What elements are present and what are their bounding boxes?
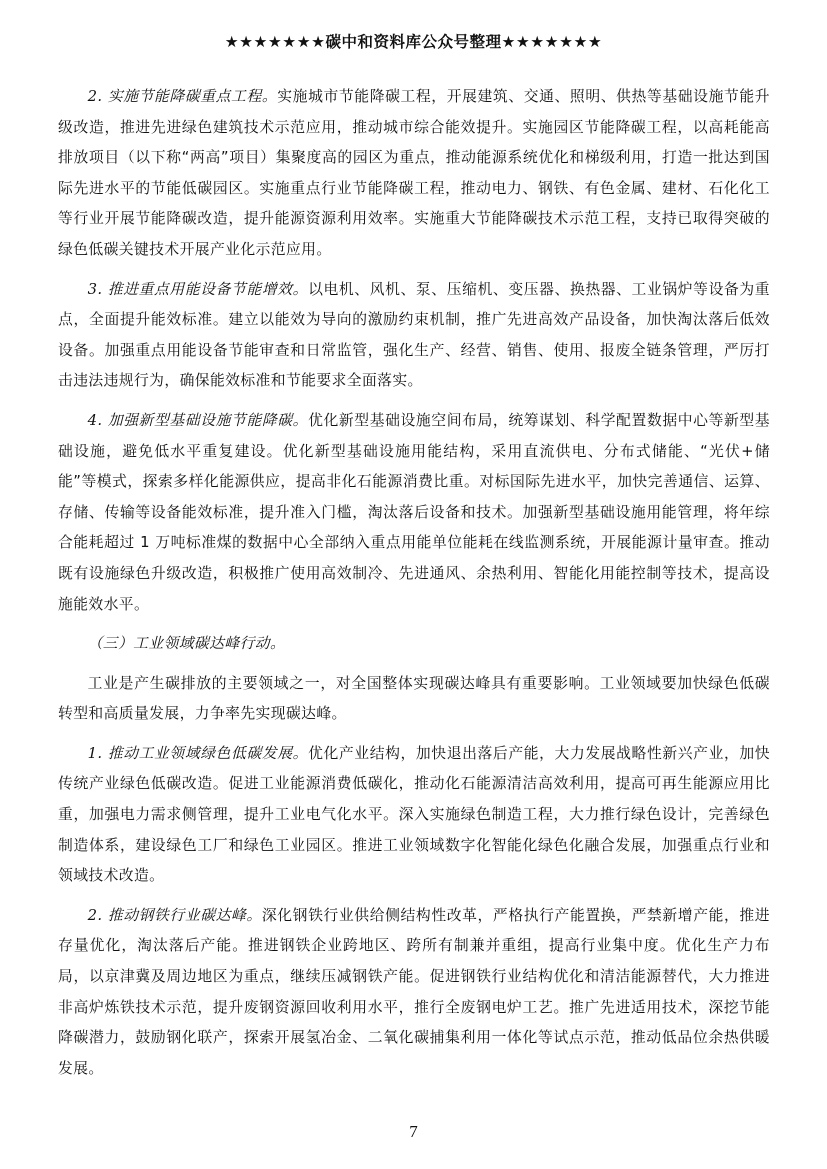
paragraph-industry-intro [58, 669, 770, 730]
paragraph-text: 优化产业结构，加快退出落后产能，大力发展战略性新兴产业，加快传统产业绿色低碳改造。促进工业能源消费低碳化，推动化石能源清洁高效利用，提高可再生能源应用比重，加强电力需求侧管理，提升工业电气化水平。深入实施绿色制造工程，大力推行绿色设计，完善绿色制造体系，建设绿色工厂和绿色工业园区。推进工业领域数字化智能化绿色化融合发展，加强重点行业和领域技术改造。 [58, 744, 770, 885]
paragraph-text: 深化钢铁行业供给侧结构性改革，严格执行产能置换，严禁新增产能，推进存量优化，淘汰落后产能。推进钢铁企业跨地区、跨所有制兼并重组，提高行业集中度。优化生产力布局，以京津冀及周边地区为重点，继续压减钢铁产能。促进钢铁行业结构优化和清洁能源替代，大力推进非高炉炼铁技术示范，提升废钢资源回收利用水平，推行全废钢电炉工艺。推广先进适用技术，深挖节能降碳潜力，鼓励钢化联产，探索开展氢冶金、二氧化碳捕集利用一体化等试点示范，推动低品位余热供暖发展。 [58, 906, 771, 1077]
document-body [58, 82, 770, 1093]
paragraph-text: 优化新型基础设施空间布局，统筹谋划、科学配置数据中心等新型基础设施，避免低水平重复建设。优化新型基础设施用能结构，采用直流供电、分布式储能、“光伏+储能”等模式，探索多样化能源供应，提高非化石能源消费比重。对标国际先进水平，加快完善通信、运算、存储、传输等设备能效标准，提升准入门槛，淘汰落后设备和技术。加强新型基础设施用能管理，将年综合能耗超过 1 万吨标准煤的数据中心全部纳入重点用能单位能耗在线监测系统，开展能源计量审查。推动既有设施绿色升级改造，积极推广使用高效制冷、先进通风、余热利用、智能化用能控制等技术，提高设施能效水平。 [58, 411, 770, 613]
paragraph-heading: 1. 推动工业领域绿色低碳发展。 [87, 744, 309, 762]
paragraph-energy-saving-projects [58, 82, 770, 266]
paragraph-heading: 3. 推进重点用能设备节能增效。 [87, 280, 309, 298]
paragraph-industry-green-development [58, 739, 770, 892]
section-heading-industry [58, 629, 770, 660]
paragraph-text: 实施城市节能降碳工程，开展建筑、交通、照明、供热等基础设施节能升级改造，推进先进绿色建筑技术示范应用，推动城市综合能效提升。实施园区节能降碳工程，以高耗能高排放项目（以下称“两高”项目）集聚度高的园区为重点，推动能源系统优化和梯级利用，打造一批达到国际先进水平的节能低碳园区。实施重点行业节能降碳工程，推动电力、钢铁、有色金属、建材、石化化工等行业开展节能降碳改造，提升能源资源利用效率。实施重大节能降碳技术示范工程，支持已取得突破的绿色低碳关键技术开展产业化示范应用。 [58, 88, 770, 258]
page-header: ★★★★★★★碳中和资料库公众号整理★★★★★★★ [224, 33, 603, 51]
paragraph-text: 以电机、风机、泵、压缩机、变压器、换热器、工业锅炉等设备为重点，全面提升能效标准。建立以能效为导向的激励约束机制，推广先进高效产品设备，加快淘汰落后低效设备。加强重点用能设备节能审查和日常监管，强化生产、经营、销售、使用、报废全链条管理，严厉打击违法违规行为，确保能效标准和节能要求全面落实。 [58, 280, 770, 390]
paragraph-steel-industry [58, 901, 770, 1085]
paragraph-heading: 2. 实施节能降碳重点工程。 [87, 88, 278, 105]
section-heading-text: （三）工业领域碳达峰行动。 [87, 635, 286, 653]
paragraph-text: 工业是产生碳排放的主要领域之一，对全国整体实现碳达峰具有重要影响。工业领域要加快绿色低碳转型和高质量发展，力争率先实现碳达峰。 [58, 674, 770, 723]
page-number: 7 [409, 1122, 418, 1141]
paragraph-heading: 2. 推动钢铁行业碳达峰。 [87, 906, 262, 924]
paragraph-new-infrastructure [58, 406, 770, 620]
paragraph-heading: 4. 加强新型基础设施节能降碳。 [87, 411, 309, 429]
paragraph-key-equipment [58, 275, 770, 397]
